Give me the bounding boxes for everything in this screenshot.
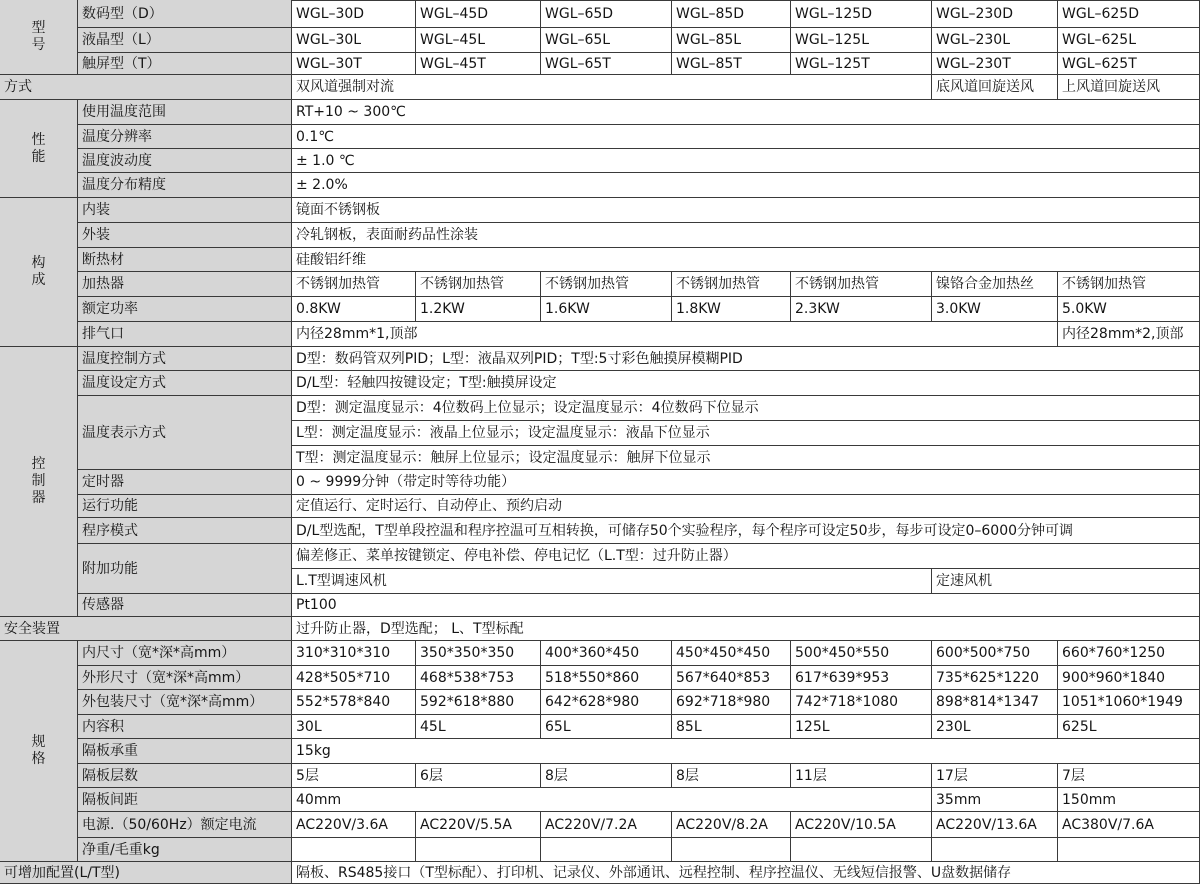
table-cell: 硅酸铝纤维 — [292, 248, 1200, 272]
table-cell: T型：测定温度显示：触屏上位显示；设定温度显示：触屏下位显示 — [292, 446, 1200, 470]
table-cell: 双风道强制对流 — [292, 75, 932, 100]
table-cell: 65L — [541, 715, 672, 739]
group-label: 构 成 — [0, 198, 78, 347]
row-label: 隔板间距 — [78, 788, 292, 812]
table-cell: 5层 — [292, 764, 416, 788]
row-label: 附加功能 — [78, 544, 292, 594]
table-cell: D型：数码管双列PID；L型：液晶双列PID；T型:5寸彩色触摸屏模糊PID — [292, 347, 1200, 371]
row-label: 排气口 — [78, 322, 292, 347]
table-cell: 742*718*1080 — [791, 690, 932, 715]
table-cell: 不锈钢加热管 — [672, 272, 791, 297]
table-cell: D/L型：轻触四按键设定；T型:触摸屏设定 — [292, 371, 1200, 396]
table-cell: 1.8KW — [672, 297, 791, 322]
table-cell: 400*360*450 — [541, 641, 672, 666]
table-cell: 上风道回旋送风 — [1058, 75, 1200, 100]
table-cell — [791, 838, 932, 862]
table-cell: 不锈钢加热管 — [791, 272, 932, 297]
table-cell: 468*538*753 — [416, 666, 541, 690]
table-cell: 660*760*1250 — [1058, 641, 1200, 666]
table-cell: WGL–125L — [791, 28, 932, 53]
row-label: 外装 — [78, 223, 292, 248]
row-label: 外形尺寸（宽*深*高mm） — [78, 666, 292, 690]
row-label: 加热器 — [78, 272, 292, 297]
table-cell: L型：测定温度显示：液晶上位显示；设定温度显示：液晶下位显示 — [292, 421, 1200, 446]
table-cell: 45L — [416, 715, 541, 739]
row-label: 额定功率 — [78, 297, 292, 322]
table-cell: AC380V/7.6A — [1058, 812, 1200, 838]
table-cell: WGL–85D — [672, 0, 791, 28]
table-cell — [292, 838, 416, 862]
table-cell: 8层 — [541, 764, 672, 788]
table-cell: WGL–125T — [791, 53, 932, 75]
table-cell: 3.0KW — [932, 297, 1058, 322]
row-label: 温度设定方式 — [78, 371, 292, 396]
row-label: 程序模式 — [78, 518, 292, 544]
table-cell: D型：测定温度显示：4位数码上位显示；设定温度显示：4位数码下位显示 — [292, 396, 1200, 421]
table-cell: 5.0KW — [1058, 297, 1200, 322]
table-cell: WGL–230L — [932, 28, 1058, 53]
row-label: 数码型（D） — [78, 0, 292, 28]
table-cell: 85L — [672, 715, 791, 739]
table-cell: 1051*1060*1949 — [1058, 690, 1200, 715]
table-cell: WGL–65L — [541, 28, 672, 53]
row-label: 方式 — [0, 75, 292, 100]
row-label: 隔板承重 — [78, 739, 292, 764]
row-label: 温度表示方式 — [78, 396, 292, 470]
row-label: 隔板层数 — [78, 764, 292, 788]
table-cell: 内径28mm*1,顶部 — [292, 322, 1058, 347]
table-cell: RT+10 ~ 300℃ — [292, 100, 1200, 125]
table-cell: 0 ~ 9999分钟（带定时等待功能） — [292, 470, 1200, 495]
table-cell: WGL–625L — [1058, 28, 1200, 53]
table-cell: WGL–65D — [541, 0, 672, 28]
table-cell: 35mm — [932, 788, 1058, 812]
table-cell: 900*960*1840 — [1058, 666, 1200, 690]
table-cell: 15kg — [292, 739, 1200, 764]
row-label: 触屏型（T） — [78, 53, 292, 75]
table-cell: 冷轧钢板，表面耐药品性涂装 — [292, 223, 1200, 248]
table-cell: 30L — [292, 715, 416, 739]
row-label: 温度控制方式 — [78, 347, 292, 371]
row-label: 安全装置 — [0, 617, 292, 641]
table-cell: 592*618*880 — [416, 690, 541, 715]
table-cell: 428*505*710 — [292, 666, 416, 690]
row-label: 断热材 — [78, 248, 292, 272]
table-cell: Pt100 — [292, 594, 1200, 617]
table-cell: 不锈钢加热管 — [541, 272, 672, 297]
table-cell: 定值运行、定时运行、自动停止、预约启动 — [292, 495, 1200, 518]
table-cell: 1.6KW — [541, 297, 672, 322]
table-cell: 0.8KW — [292, 297, 416, 322]
table-cell: AC220V/3.6A — [292, 812, 416, 838]
table-cell: L.T型调速风机 — [292, 569, 932, 594]
table-cell: 642*628*980 — [541, 690, 672, 715]
table-cell: 定速风机 — [932, 569, 1200, 594]
table-cell: AC220V/8.2A — [672, 812, 791, 838]
row-label: 使用温度范围 — [78, 100, 292, 125]
row-label: 内装 — [78, 198, 292, 223]
table-cell: 过升防止器，D型选配； L、T型标配 — [292, 617, 1200, 641]
row-label: 温度分布精度 — [78, 173, 292, 198]
table-cell: AC220V/10.5A — [791, 812, 932, 838]
table-cell: WGL–45D — [416, 0, 541, 28]
table-cell: 内径28mm*2,顶部 — [1058, 322, 1200, 347]
row-label: 可增加配置(L/T型) — [0, 862, 292, 884]
table-cell: 625L — [1058, 715, 1200, 739]
table-cell: AC220V/13.6A — [932, 812, 1058, 838]
table-cell — [672, 838, 791, 862]
table-cell: 40mm — [292, 788, 932, 812]
table-cell: D/L型选配，T型单段控温和程序控温可互相转换，可储存50个实验程序，每个程序可设定50步，每步可设定0–6000分钟可调 — [292, 518, 1200, 544]
row-label: 运行功能 — [78, 495, 292, 518]
table-cell — [932, 838, 1058, 862]
table-cell: 617*639*953 — [791, 666, 932, 690]
table-cell: WGL–230T — [932, 53, 1058, 75]
table-cell: AC220V/5.5A — [416, 812, 541, 838]
table-cell: 0.1℃ — [292, 125, 1200, 149]
table-cell — [541, 838, 672, 862]
table-cell: 567*640*853 — [672, 666, 791, 690]
table-cell: 不锈钢加热管 — [292, 272, 416, 297]
table-cell: 150mm — [1058, 788, 1200, 812]
row-label: 温度分辨率 — [78, 125, 292, 149]
table-cell: 310*310*310 — [292, 641, 416, 666]
row-label: 内容积 — [78, 715, 292, 739]
table-cell: AC220V/7.2A — [541, 812, 672, 838]
table-cell: WGL–65T — [541, 53, 672, 75]
table-cell: 7层 — [1058, 764, 1200, 788]
table-cell: 镜面不锈钢板 — [292, 198, 1200, 223]
table-cell: 镍铬合金加热丝 — [932, 272, 1058, 297]
table-cell: 2.3KW — [791, 297, 932, 322]
table-cell: WGL–30T — [292, 53, 416, 75]
table-cell: WGL–230D — [932, 0, 1058, 28]
table-cell: 偏差修正、菜单按键锁定、停电补偿、停电记忆（L.T型：过升防止器） — [292, 544, 1200, 569]
table-cell: 1.2KW — [416, 297, 541, 322]
row-label: 定时器 — [78, 470, 292, 495]
table-cell: 17层 — [932, 764, 1058, 788]
row-label: 电源.（50/60Hz）额定电流 — [78, 812, 292, 838]
table-cell: 不锈钢加热管 — [1058, 272, 1200, 297]
row-label: 传感器 — [78, 594, 292, 617]
table-cell: 8层 — [672, 764, 791, 788]
group-label: 控 制 器 — [0, 347, 78, 617]
table-cell: 6层 — [416, 764, 541, 788]
table-cell: ± 2.0% — [292, 173, 1200, 198]
table-cell: WGL–45L — [416, 28, 541, 53]
table-cell: 230L — [932, 715, 1058, 739]
table-cell: ± 1.0 ℃ — [292, 149, 1200, 173]
table-cell: 552*578*840 — [292, 690, 416, 715]
table-cell: WGL–45T — [416, 53, 541, 75]
table-cell: WGL–625D — [1058, 0, 1200, 28]
row-label: 液晶型（L） — [78, 28, 292, 53]
group-label: 规 格 — [0, 641, 78, 862]
table-cell: 692*718*980 — [672, 690, 791, 715]
table-cell: 125L — [791, 715, 932, 739]
table-cell: WGL–30D — [292, 0, 416, 28]
row-label: 净重/毛重kg — [78, 838, 292, 862]
table-cell: 600*500*750 — [932, 641, 1058, 666]
table-cell: WGL–85L — [672, 28, 791, 53]
table-cell: WGL–125D — [791, 0, 932, 28]
group-label: 型 号 — [0, 0, 78, 75]
table-cell: 518*550*860 — [541, 666, 672, 690]
row-label: 温度波动度 — [78, 149, 292, 173]
table-cell — [416, 838, 541, 862]
table-cell: 500*450*550 — [791, 641, 932, 666]
table-cell: WGL–85T — [672, 53, 791, 75]
table-cell: 898*814*1347 — [932, 690, 1058, 715]
table-cell: 底风道回旋送风 — [932, 75, 1058, 100]
table-cell: WGL–30L — [292, 28, 416, 53]
table-cell — [1058, 838, 1200, 862]
row-label: 内尺寸（宽*深*高mm） — [78, 641, 292, 666]
row-label: 外包装尺寸（宽*深*高mm） — [78, 690, 292, 715]
table-cell: 隔板、RS485接口（T型标配）、打印机、记录仪、外部通讯、远程控制、程序控温仪、无线短信报警、U盘数据储存 — [292, 862, 1200, 884]
table-cell: 不锈钢加热管 — [416, 272, 541, 297]
table-cell: 350*350*350 — [416, 641, 541, 666]
table-cell: 450*450*450 — [672, 641, 791, 666]
group-label: 性 能 — [0, 100, 78, 198]
table-cell: 11层 — [791, 764, 932, 788]
table-cell: 735*625*1220 — [932, 666, 1058, 690]
table-cell: WGL–625T — [1058, 53, 1200, 75]
